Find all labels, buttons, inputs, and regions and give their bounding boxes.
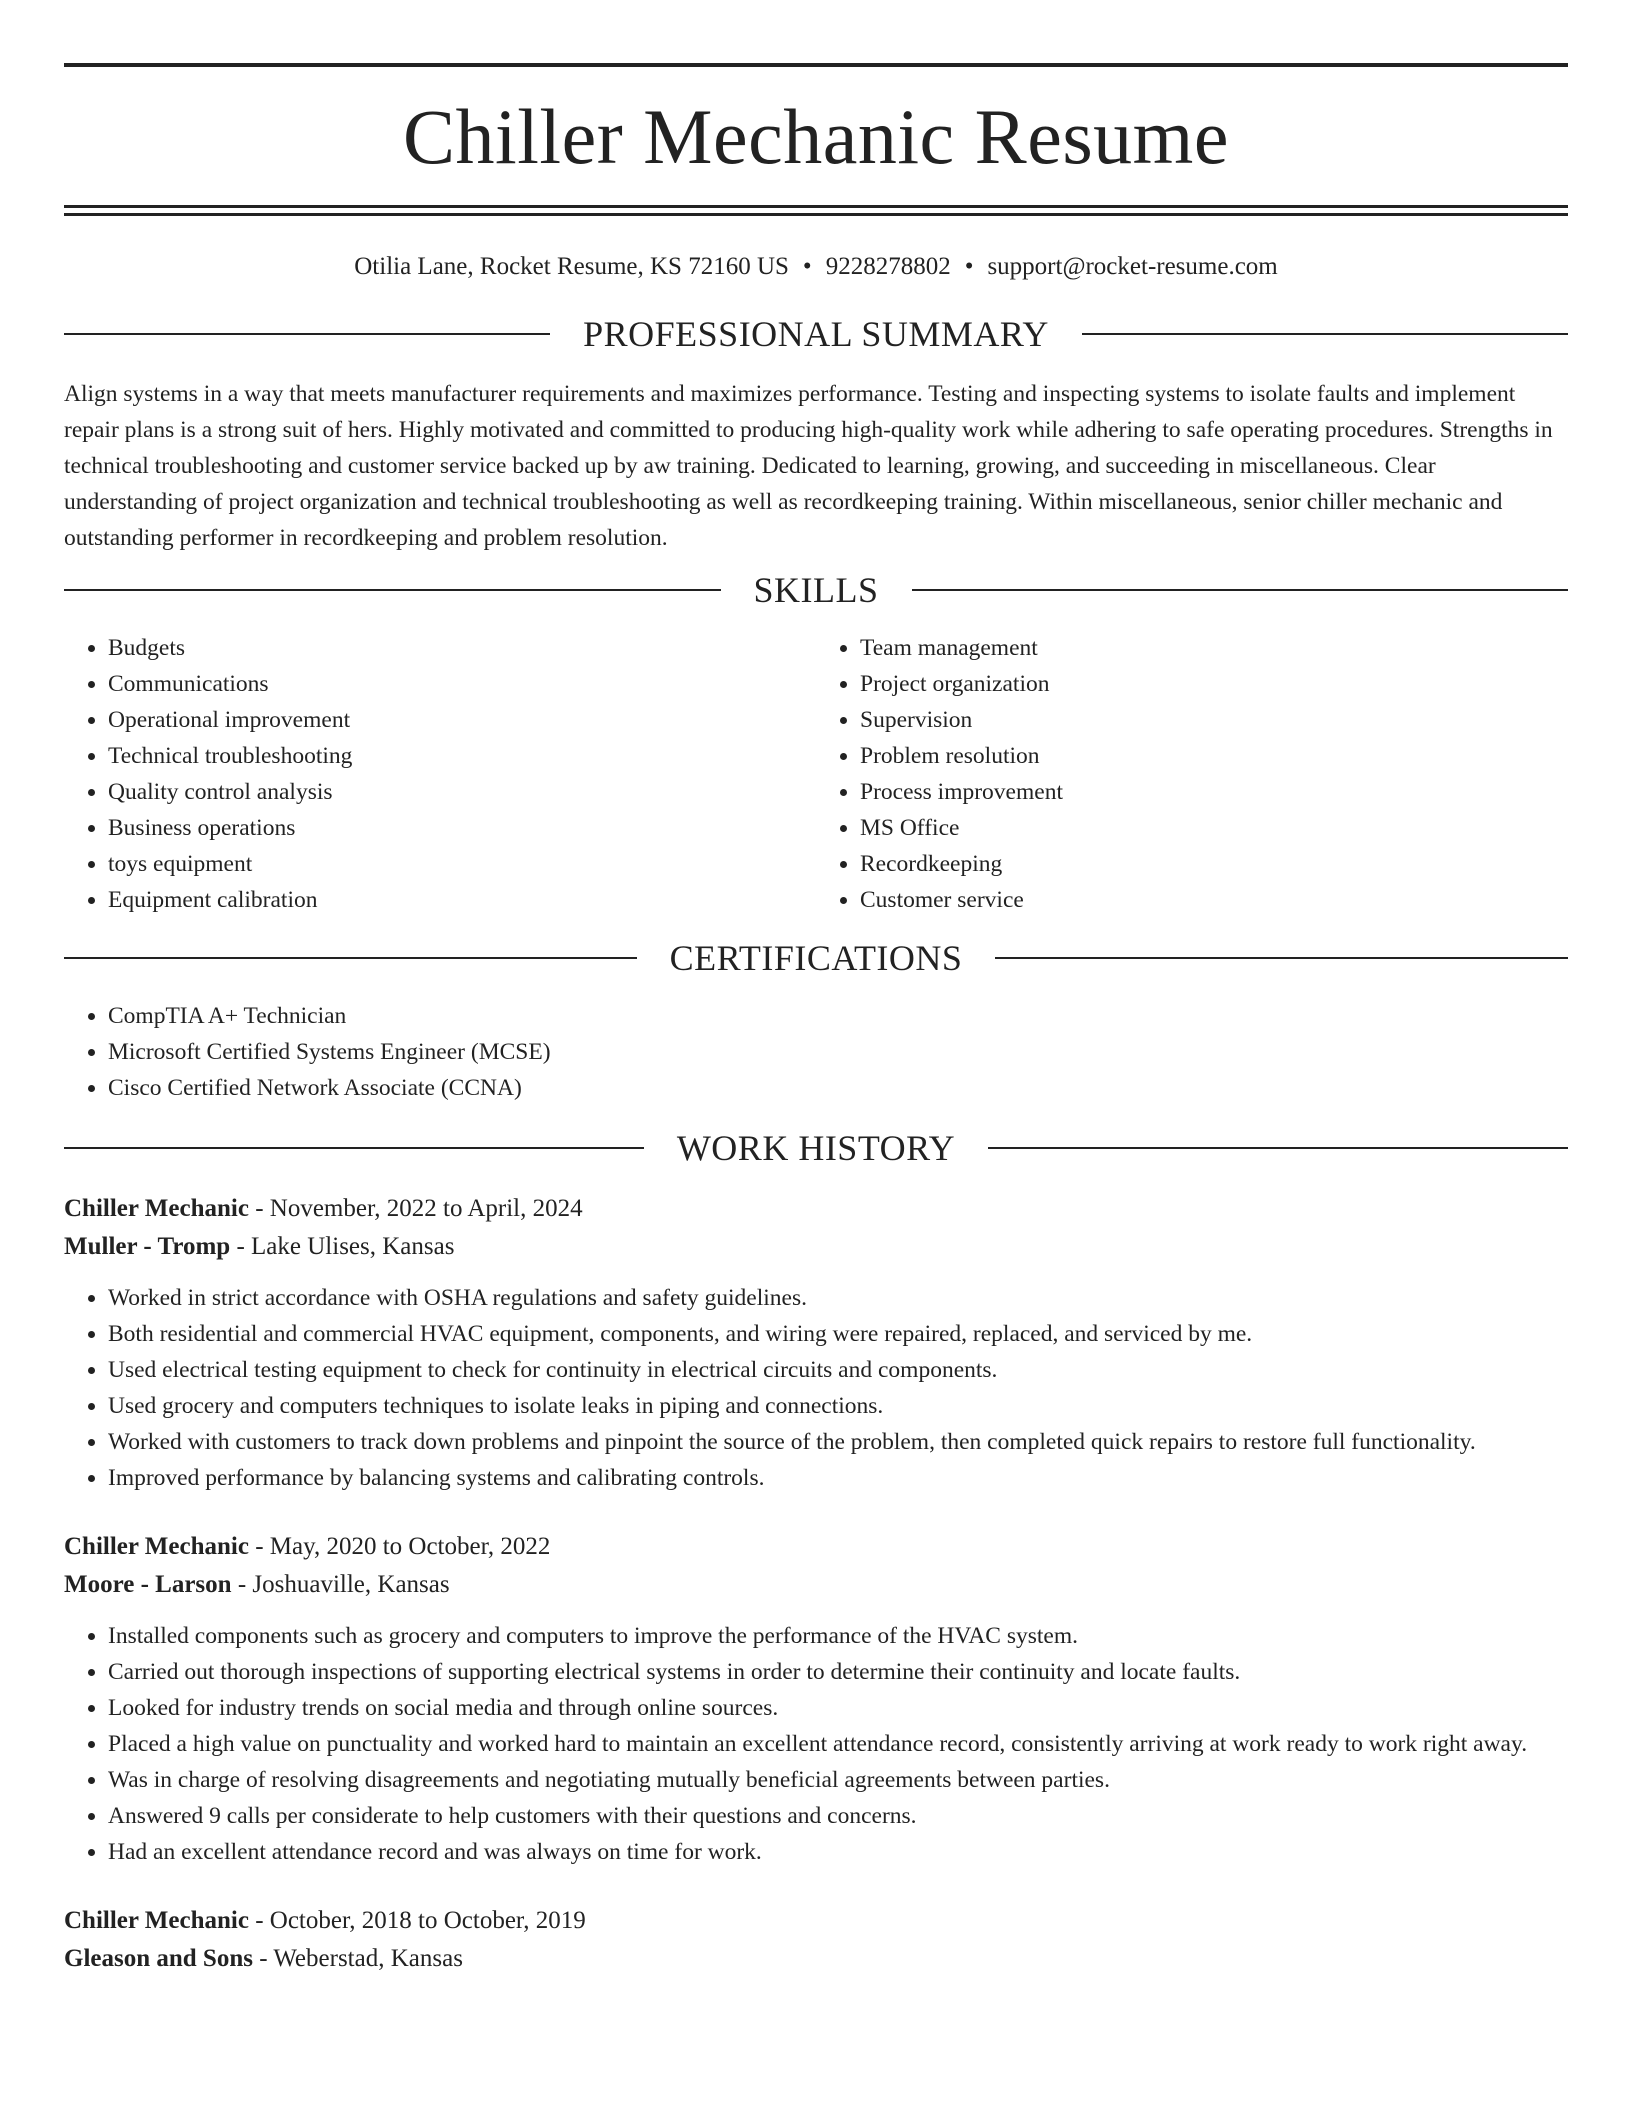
contact-email: support@rocket-resume.com <box>987 253 1278 280</box>
job-bullet: • Placed a high value on punctuality and worked hard to maintain an excellent attendance record, consistently arriving at work ready to work right away. <box>108 1726 1568 1762</box>
skill-item: • MS Office <box>860 810 1568 846</box>
skill-item: • Technical troubleshooting <box>108 738 816 774</box>
job-bullet: • Improved performance by balancing systems and calibrating controls. <box>108 1460 1568 1496</box>
heading-rule <box>64 333 550 335</box>
job-title-line <box>64 1528 1568 1566</box>
job-title-line <box>64 1190 1568 1228</box>
job-bullet: • Looked for industry trends on social media and through online sources. <box>108 1690 1568 1726</box>
section-heading-work-history <box>64 1128 1568 1168</box>
contact-address: Otilia Lane, Rocket Resume, KS 72160 US <box>354 253 789 280</box>
job-bullet: • Used electrical testing equipment to check for continuity in electrical circuits and components. <box>108 1352 1568 1388</box>
job-company-line <box>64 1566 1568 1604</box>
heading-rule <box>995 957 1568 959</box>
job-bullet: • Installed components such as grocery and computers to improve the performance of the HVAC system. <box>108 1618 1568 1654</box>
section-heading-summary <box>64 314 1568 354</box>
skills-columns <box>64 630 1568 918</box>
job-bullets <box>64 1618 1568 1870</box>
heading-rule <box>64 589 721 591</box>
job-bullet: • Both residential and commercial HVAC equipment, components, and wiring were repaired, replaced, and serviced by me. <box>108 1316 1568 1352</box>
job-entry <box>64 1902 1568 1978</box>
heading-rule <box>64 957 637 959</box>
job-location: - Weberstad, Kansas <box>252 1945 463 1972</box>
skill-item: • Recordkeeping <box>860 846 1568 882</box>
certification-item: • Microsoft Certified Systems Engineer (MCSE) <box>108 1034 1568 1070</box>
skills-list-left <box>64 630 816 918</box>
job-bullet: • Had an excellent attendance record and was always on time for work. <box>108 1834 1568 1870</box>
job-bullet: • Worked in strict accordance with OSHA regulations and safety guidelines. <box>108 1280 1568 1316</box>
contact-line <box>64 252 1568 282</box>
job-bullet: • Was in charge of resolving disagreements and negotiating mutually beneficial agreements between parties. <box>108 1762 1568 1798</box>
job-dates: - November, 2022 to April, 2024 <box>248 1195 583 1222</box>
job-location: - Lake Ulises, Kansas <box>230 1233 455 1260</box>
section-title: SKILLS <box>753 570 879 610</box>
job-title: Chiller Mechanic <box>64 1533 249 1560</box>
skills-list-right <box>816 630 1568 918</box>
job-title: Chiller Mechanic <box>64 1907 249 1934</box>
contact-separator: • <box>802 253 812 280</box>
contact-phone: 9228278802 <box>825 253 951 280</box>
job-bullet: • Carried out thorough inspections of supporting electrical systems in order to determine their continuity and locate faults. <box>108 1654 1568 1690</box>
job-bullet: • Used grocery and computers techniques to isolate leaks in piping and connections. <box>108 1388 1568 1424</box>
job-company: Moore - Larson <box>64 1571 232 1598</box>
job-company-line <box>64 1228 1568 1266</box>
skill-item: • Problem resolution <box>860 738 1568 774</box>
job-bullet: • Answered 9 calls per considerate to help customers with their questions and concerns. <box>108 1798 1568 1834</box>
certifications-list <box>64 998 1568 1106</box>
title-rule-upper <box>64 205 1568 208</box>
skill-item: • Operational improvement <box>108 702 816 738</box>
page-title: Chiller Mechanic Resume <box>403 93 1229 180</box>
skill-item: • Supervision <box>860 702 1568 738</box>
certification-item: • CompTIA A+ Technician <box>108 998 1568 1034</box>
heading-rule <box>64 1147 644 1149</box>
title-rule-lower <box>64 213 1568 216</box>
summary-text: Align systems in a way that meets manufacturer requirements and maximizes performance. Testing and inspecting systems to isolate faults and implement repair plans is a strong suit of hers. Highly motivated and committed to producing high-quality work while adhering to safe operating procedures. Strengths in technical troubleshooting and customer service backed up by aw training. Dedicated to learning, growing, and succeeding in miscellaneous. Clear understanding of project organization and technical troubleshooting as well as recordkeeping training. Within miscellaneous, senior chiller mechanic and outstanding performer in recordkeeping and problem resolution. <box>64 381 1553 551</box>
section-title: WORK HISTORY <box>676 1128 956 1168</box>
certification-item: • Cisco Certified Network Associate (CCNA) <box>108 1070 1568 1106</box>
skill-item: • Customer service <box>860 882 1568 918</box>
skill-item: • Business operations <box>108 810 816 846</box>
job-company: Muller - Tromp <box>64 1233 231 1260</box>
section-title: PROFESSIONAL SUMMARY <box>583 314 1049 354</box>
skill-item: • Process improvement <box>860 774 1568 810</box>
top-rule <box>64 63 1568 67</box>
job-dates: - May, 2020 to October, 2022 <box>248 1533 551 1560</box>
skill-item: • Team management <box>860 630 1568 666</box>
job-dates: - October, 2018 to October, 2019 <box>248 1907 586 1934</box>
contact-separator: • <box>964 253 974 280</box>
heading-rule <box>988 1147 1568 1149</box>
skill-item: • Project organization <box>860 666 1568 702</box>
skill-item: • Budgets <box>108 630 816 666</box>
job-bullets <box>64 1280 1568 1496</box>
job-company-line <box>64 1940 1568 1978</box>
job-entry <box>64 1528 1568 1870</box>
job-title-line <box>64 1902 1568 1940</box>
skill-item: • Communications <box>108 666 816 702</box>
section-heading-certifications <box>64 938 1568 978</box>
skill-item: • Quality control analysis <box>108 774 816 810</box>
job-entry <box>64 1190 1568 1496</box>
job-location: - Joshuaville, Kansas <box>231 1571 450 1598</box>
section-title: CERTIFICATIONS <box>669 938 963 978</box>
heading-rule <box>1082 333 1568 335</box>
job-company: Gleason and Sons <box>64 1945 253 1972</box>
section-heading-skills <box>64 570 1568 610</box>
heading-rule <box>912 589 1569 591</box>
job-title: Chiller Mechanic <box>64 1195 249 1222</box>
job-bullet: • Worked with customers to track down problems and pinpoint the source of the problem, then completed quick repairs to restore full functionality. <box>108 1424 1568 1460</box>
skill-item: • toys equipment <box>108 846 816 882</box>
skill-item: • Equipment calibration <box>108 882 816 918</box>
